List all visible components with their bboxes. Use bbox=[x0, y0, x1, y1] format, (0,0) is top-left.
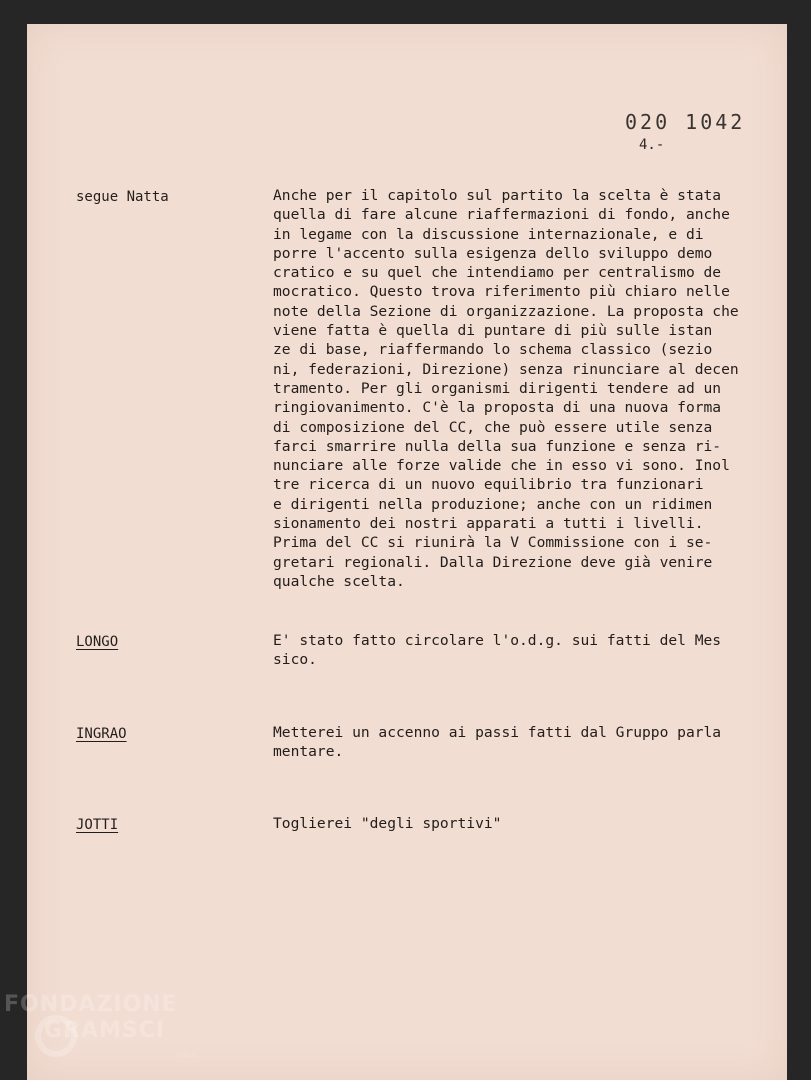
text-line: E' stato fatto circolare l'o.d.g. sui fatti del Mes bbox=[273, 632, 722, 649]
text-line: ringiovanimento. C'è la proposta di una nuova forma bbox=[273, 399, 722, 417]
paragraph-jotti bbox=[273, 814, 793, 833]
watermark-line2: GRAMSCI bbox=[44, 1018, 166, 1043]
text-line: quella di fare alcune riaffermazioni di fondo, anche bbox=[273, 206, 730, 224]
speaker-jotti: JOTTI bbox=[76, 817, 119, 833]
speaker-longo: LONGO bbox=[76, 634, 119, 650]
document-page bbox=[27, 24, 787, 1080]
text-line: qualche scelta. bbox=[273, 572, 405, 590]
text-line: tramento. Per gli organismi dirigenti tendere ad un bbox=[273, 379, 722, 397]
text-line: Anche per il capitolo sul partito la scelta è stata bbox=[273, 187, 722, 204]
text-line: ze di base, riaffermando lo schema classico (sezio bbox=[273, 341, 713, 359]
paragraph-longo bbox=[273, 631, 793, 670]
text-line: mentare. bbox=[273, 743, 344, 761]
text-line: porre l'accento sulla esigenza dello sviluppo demo bbox=[273, 244, 713, 262]
text-line: sionamento dei nostri apparati a tutti i livelli. bbox=[273, 515, 704, 533]
text-line: Metterei un accenno ai passi fatti dal Gruppo parla bbox=[273, 724, 722, 741]
speaker-natta: segue Natta bbox=[76, 189, 169, 205]
text-line: viene fatta è quella di puntare di più sulle istan bbox=[273, 322, 713, 340]
text-line: mocratico. Questo trova riferimento più chiaro nelle bbox=[273, 283, 730, 301]
text-line: tre ricerca di un nuovo equilibrio tra funzionari bbox=[273, 476, 704, 494]
text-line: cratico e su quel che intendiamo per centralismo de bbox=[273, 264, 722, 282]
watermark-line1: FONDAZIONE bbox=[4, 992, 178, 1017]
text-line: Toglierei "degli sportivi" bbox=[273, 815, 502, 832]
text-line: note della Sezione di organizzazione. La proposta che bbox=[273, 302, 739, 320]
paragraph-ingrao bbox=[273, 723, 793, 762]
page-number: 4.- bbox=[639, 137, 665, 153]
paragraph-natta bbox=[273, 186, 793, 591]
text-line: nunciare alle forze valide che in esso vi sono. Inol bbox=[273, 457, 730, 475]
text-line: Prima del CC si riunirà la V Commissione con i se- bbox=[273, 534, 713, 552]
speaker-ingrao: INGRAO bbox=[76, 726, 127, 742]
text-line: sico. bbox=[273, 651, 317, 669]
text-line: di composizione del CC, che può essere utile senza bbox=[273, 418, 713, 436]
watermark-sub: onlus bbox=[176, 1050, 198, 1059]
document-number: 020 1042 bbox=[625, 110, 746, 134]
text-line: ni, federazioni, Direzione) senza rinunciare al decen bbox=[273, 360, 739, 378]
text-line: in legame con la discussione internazionale, e di bbox=[273, 225, 704, 243]
fondazione-gramsci-watermark bbox=[4, 992, 204, 1072]
text-line: gretari regionali. Dalla Direzione deve già venire bbox=[273, 553, 713, 571]
text-line: farci smarrire nulla della sua funzione e senza ri- bbox=[273, 437, 722, 455]
text-line: e dirigenti nella produzione; anche con un ridimen bbox=[273, 495, 713, 513]
